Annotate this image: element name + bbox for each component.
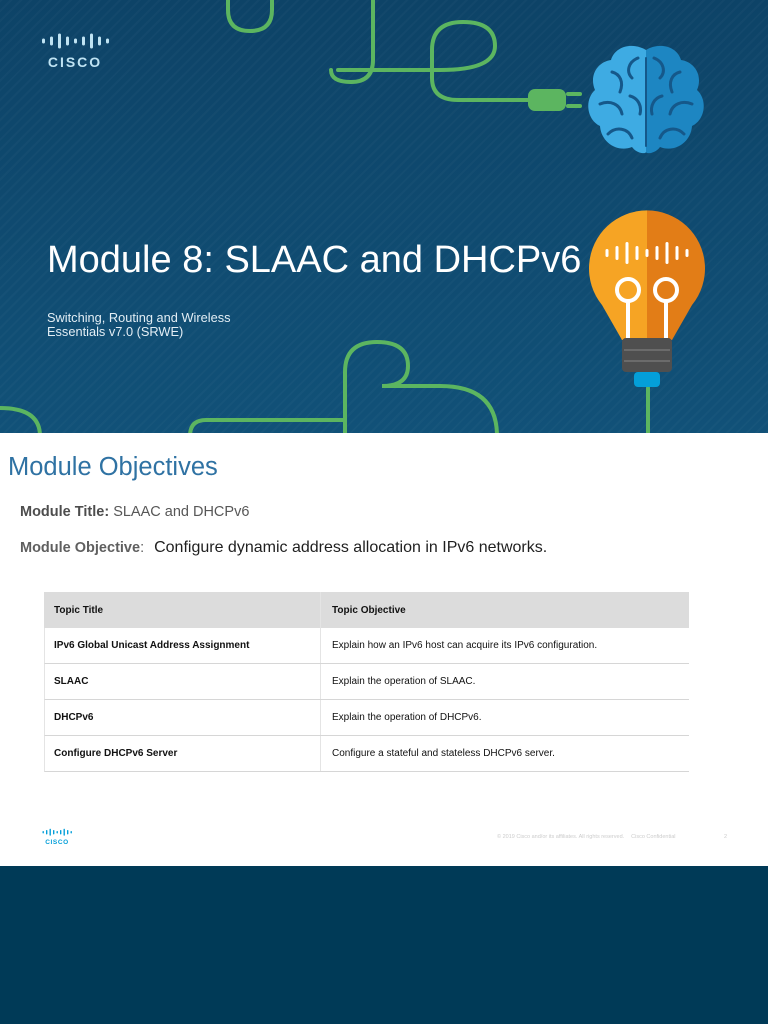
circuit-line bbox=[228, 0, 272, 31]
slide-subtitle bbox=[47, 311, 231, 339]
page-number: 2 bbox=[724, 834, 728, 840]
section-slide bbox=[0, 866, 768, 1024]
module-title-line bbox=[20, 503, 249, 521]
table-row bbox=[44, 700, 689, 736]
cisco-logo-text: CISCO bbox=[47, 54, 103, 70]
footer-cisco-logo-text: CISCO bbox=[45, 839, 69, 846]
slide-title: Module 8: SLAAC and DHCPv6 bbox=[47, 239, 582, 281]
module-objective-value: Configure dynamic address allocation in IPv6 networks. bbox=[154, 539, 548, 556]
cisco-logo bbox=[40, 33, 110, 71]
table-row bbox=[44, 736, 689, 772]
slide-heading: Module Objectives bbox=[8, 453, 218, 481]
circuit-line bbox=[0, 408, 40, 433]
lightbulb-icon bbox=[589, 210, 705, 387]
table-row bbox=[44, 664, 689, 700]
module-title-value: SLAAC and DHCPv6 bbox=[113, 504, 250, 520]
subtitle-line: Essentials v7.0 (SRWE) bbox=[47, 324, 184, 339]
objectives-slide bbox=[0, 433, 768, 866]
topic-title-cell: Configure DHCPv6 Server bbox=[45, 736, 321, 771]
brain-icon bbox=[588, 46, 703, 153]
module-objective-label: Module Objective bbox=[20, 540, 141, 556]
objectives-table bbox=[44, 592, 689, 772]
plug-icon bbox=[528, 89, 582, 111]
cisco-logo-bars bbox=[42, 34, 109, 49]
copyright-text: © 2019 Cisco and/or its affiliates. All rights reserved. bbox=[497, 834, 625, 840]
title-slide-artwork bbox=[0, 0, 768, 433]
table-header-cell: Topic Objective bbox=[332, 604, 406, 616]
bulb-base bbox=[634, 372, 660, 387]
footer-cisco-logo-bars bbox=[43, 829, 72, 836]
module-objective-line bbox=[20, 538, 547, 558]
module-objective-colon: : bbox=[140, 540, 145, 556]
topic-objective-cell: Explain the operation of SLAAC. bbox=[332, 676, 476, 687]
table-header-cell: Topic Title bbox=[44, 592, 321, 628]
footer-cisco-logo bbox=[41, 828, 73, 847]
slide-footer bbox=[497, 834, 675, 841]
subtitle-line: Switching, Routing and Wireless bbox=[47, 310, 231, 325]
confidential-label: Cisco Confidential bbox=[631, 834, 676, 840]
topic-objective-cell: Explain the operation of DHCPv6. bbox=[332, 712, 482, 723]
circuit-line bbox=[345, 342, 497, 433]
circuit-line bbox=[338, 22, 530, 100]
topic-title-cell: IPv6 Global Unicast Address Assignment bbox=[45, 628, 321, 663]
topic-objective-cell: Explain how an IPv6 host can acquire its IPv6 configuration. bbox=[332, 640, 598, 651]
topic-title-cell: SLAAC bbox=[45, 664, 321, 699]
topic-title-cell: DHCPv6 bbox=[45, 700, 321, 735]
circuit-line bbox=[190, 420, 343, 433]
title-slide bbox=[0, 0, 768, 433]
module-title-label: Module Title: bbox=[20, 504, 110, 520]
topic-objective-cell: Configure a stateful and stateless DHCPv6 server. bbox=[332, 748, 555, 759]
bulb-neck bbox=[622, 338, 672, 372]
table-row bbox=[44, 628, 689, 664]
table-header-row bbox=[44, 592, 689, 628]
